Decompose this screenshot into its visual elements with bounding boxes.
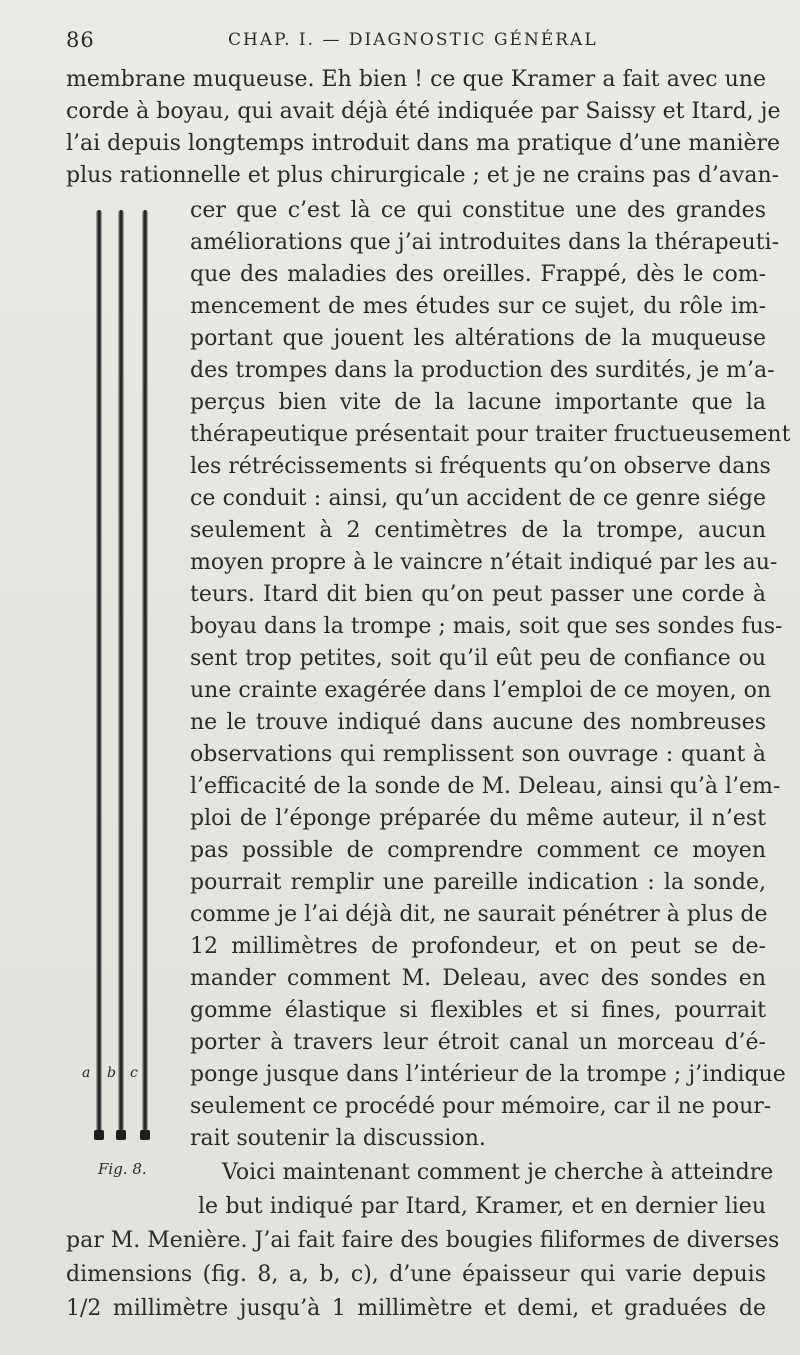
text-line: corde à boyau, qui avait déjà été indiquée par Saissy et Itard, je xyxy=(66,99,781,124)
text-line: porter à travers leur étroit canal un morceau d’é- xyxy=(190,1030,766,1055)
text-line: 1/2 millimètre jusqu’à 1 millimètre et demi, et graduées de xyxy=(66,1296,766,1321)
text-line: sent trop petites, soit qu’il eût peu de confiance ou xyxy=(190,646,766,671)
text-line: portant que jouent les altérations de la muqueuse xyxy=(190,326,766,351)
text-line: mander comment M. Deleau, avec des sondes en xyxy=(190,966,766,991)
text-line: Voici maintenant comment je cherche à atteindre xyxy=(222,1160,774,1185)
figure-bougies xyxy=(80,210,180,1150)
text-line: perçus bien vite de la lacune importante que la xyxy=(190,390,766,415)
text-line: 12 millimètres de profondeur, et on peut se de- xyxy=(190,934,766,959)
figure-label-b: b xyxy=(107,1065,116,1081)
text-line: une crainte exagérée dans l’emploi de ce moyen, on xyxy=(190,678,772,703)
text-line: boyau dans la trompe ; mais, soit que ses sondes fus- xyxy=(190,614,783,639)
text-line: par M. Menière. J’ai fait faire des bougies filiformes de diverses xyxy=(66,1228,780,1253)
text-line: que des maladies des oreilles. Frappé, dès le com- xyxy=(190,262,766,287)
text-line: améliorations que j’ai introduites dans la thérapeuti- xyxy=(190,230,780,255)
text-line: membrane muqueuse. Eh bien ! ce que Kramer a fait avec une xyxy=(66,67,766,92)
text-line: les rétrécissements si fréquents qu’on observe dans xyxy=(190,454,771,479)
text-line: le but indiqué par Itard, Kramer, et en dernier lieu xyxy=(198,1194,766,1219)
text-line: plus rationnelle et plus chirurgicale ; et je ne crains pas d’avan- xyxy=(66,163,780,188)
text-line: gomme élastique si flexibles et si fines, pourrait xyxy=(190,998,766,1023)
text-line: ponge jusque dans l’intérieur de la trompe ; j’indique xyxy=(190,1062,786,1087)
figure-label-c: c xyxy=(130,1065,138,1081)
text-line: cer que c’est là ce qui constitue une des grandes xyxy=(190,198,766,223)
figure-label-a: a xyxy=(82,1065,91,1081)
bougie-a xyxy=(96,210,102,1140)
text-line: mencement de mes études sur ce sujet, du rôle im- xyxy=(190,294,766,319)
text-line: l’efficacité de la sonde de M. Deleau, ainsi qu’à l’em- xyxy=(190,774,781,799)
bougie-c xyxy=(142,210,148,1140)
text-line: ce conduit : ainsi, qu’un accident de ce genre siége xyxy=(190,486,766,511)
text-line: comme je l’ai déjà dit, ne saurait pénétrer à plus de xyxy=(190,902,768,927)
text-line: l’ai depuis longtemps introduit dans ma pratique d’une manière xyxy=(66,131,781,156)
text-line: ne le trouve indiqué dans aucune des nombreuses xyxy=(190,710,766,735)
text-line: moyen propre à le vaincre n’était indiqué par les au- xyxy=(190,550,778,575)
text-line: pourrait remplir une pareille indication : la sonde, xyxy=(190,870,766,895)
text-line: dimensions (fig. 8, a, b, c), d’une épaisseur qui varie depuis xyxy=(66,1262,766,1287)
text-line: des trompes dans la production des surdités, je m’a- xyxy=(190,358,775,383)
text-line: rait soutenir la discussion. xyxy=(190,1126,486,1151)
text-line: seulement ce procédé pour mémoire, car il ne pour- xyxy=(190,1094,772,1119)
page-number: 86 xyxy=(66,28,95,52)
bougie-b xyxy=(118,210,124,1140)
text-line: seulement à 2 centimètres de la trompe, aucun xyxy=(190,518,766,543)
running-head: CHAP. I. — DIAGNOSTIC GÉNÉRAL xyxy=(228,30,598,50)
figure-caption: Fig. 8. xyxy=(98,1160,147,1178)
text-line: observations qui remplissent son ouvrage : quant à xyxy=(190,742,766,767)
text-line: thérapeutique présentait pour traiter fructueusement xyxy=(190,422,791,447)
text-line: ploi de l’éponge préparée du même auteur, il n’est xyxy=(190,806,766,831)
text-line: pas possible de comprendre comment ce moyen xyxy=(190,838,766,863)
page-header xyxy=(66,28,764,58)
text-line: teurs. Itard dit bien qu’on peut passer une corde à xyxy=(190,582,766,607)
